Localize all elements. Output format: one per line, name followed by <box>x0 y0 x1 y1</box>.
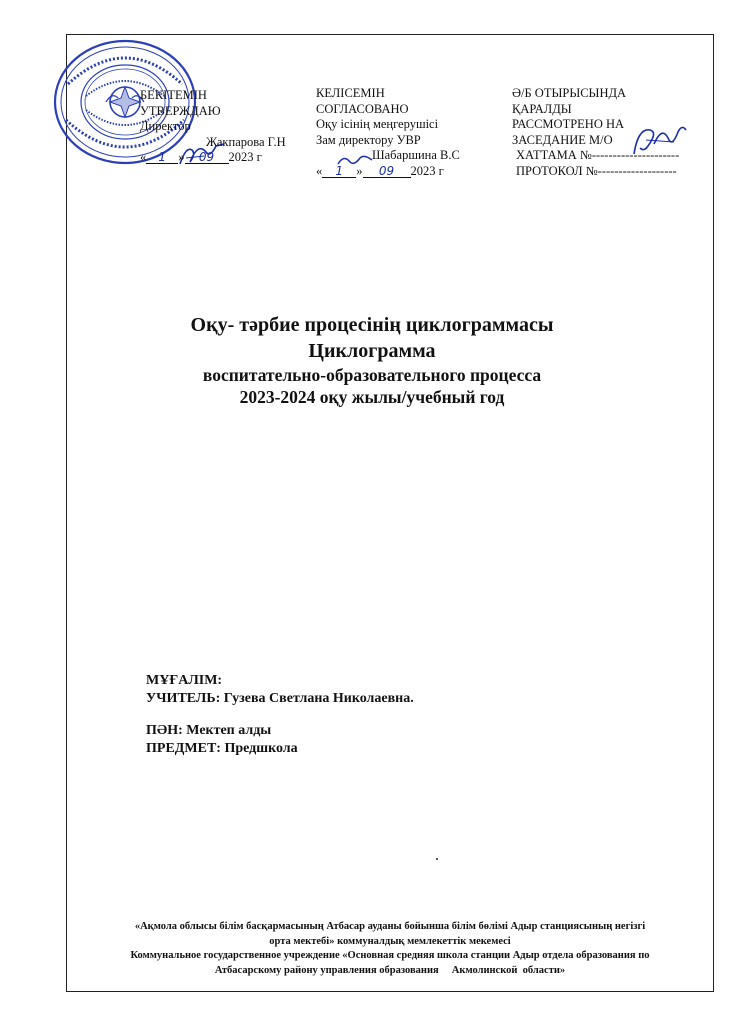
approval-block <box>140 88 286 166</box>
agreement-month: 09 <box>363 165 411 178</box>
subject-ru: ПРЕДМЕТ: Предшкола <box>146 741 298 756</box>
protocol-ru: ПРОТОКОЛ №------------------- <box>516 163 677 178</box>
teacher-label-kz: МҰҒАЛІМ: <box>146 673 223 688</box>
protocol-kz: ХАТТАМА №--------------------- <box>516 148 680 162</box>
deputy-label-kz: Оқу ісінің меңгерушісі <box>316 117 439 131</box>
agreement-block <box>316 86 460 179</box>
agree-ru: СОГЛАСОВАНО <box>316 101 409 116</box>
title-ru-subtitle: воспитательно-образовательного процесса <box>202 365 542 385</box>
teacher-name: Гузева Светлана Николаевна. <box>223 691 414 706</box>
review-ru-2: ЗАСЕДАНИЕ М/О <box>512 132 613 147</box>
deputy-label-ru: Зам директору УВР <box>316 132 421 147</box>
director-name: Жакпарова Г.Н <box>206 134 286 149</box>
review-kz-1: Ә/Б ОТЫРЫСЫНДА <box>512 86 627 100</box>
review-kz-2: ҚАРАЛДЫ <box>512 101 572 116</box>
review-block <box>512 86 679 179</box>
approval-date: « 1 » 09 2023 г <box>140 150 262 164</box>
approve-ru: УТВЕРЖДАЮ <box>140 103 221 118</box>
teacher-label-ru: УЧИТЕЛЬ: <box>146 691 221 706</box>
director-label: Директор <box>140 119 191 133</box>
agreement-date: « 1 » 09 2023 г <box>316 163 444 178</box>
subject-kz: ПӘН: Мектеп алды <box>146 723 272 738</box>
review-ru-1: РАССМОТРЕНО НА <box>512 117 625 131</box>
title-ru: Циклограмма <box>308 340 436 362</box>
school-footer <box>80 920 700 978</box>
agree-kz: КЕЛІСЕМІН <box>316 86 385 100</box>
approval-year: 2023 г <box>228 150 262 164</box>
approve-kz: БЕКІТЕМІН <box>140 88 207 102</box>
footer-kz-2: орта мектебі» коммуналдық мемлекеттік мекемесі <box>269 935 511 947</box>
agreement-day: 1 <box>322 165 356 178</box>
document-title <box>0 312 744 408</box>
deputy-name: Шабаршина В.С <box>372 148 460 162</box>
footer-ru-2: Атбасарскому району управления образования Акмолинской области» <box>214 964 566 976</box>
school-year: 2023-2024 оқу жылы/учебный год <box>239 387 505 407</box>
approval-day: 1 <box>146 151 178 164</box>
teacher-block <box>146 672 414 758</box>
approval-month: 09 <box>185 151 229 164</box>
teacher-line <box>146 690 414 708</box>
footer-ru-1: Коммунальное государственное учреждение «Основная средняя школа станции Адыр отдела образования по <box>130 950 650 961</box>
title-kz: Оқу- тәрбие процесінің циклограммасы <box>190 314 554 336</box>
agreement-year: 2023 г <box>410 163 444 178</box>
footer-kz-1: «Ақмола облысы білім басқармасының Атбасар ауданы бойынша білім бөлімі Адыр станциясының негізгі <box>134 921 646 932</box>
stray-dot <box>436 858 438 860</box>
